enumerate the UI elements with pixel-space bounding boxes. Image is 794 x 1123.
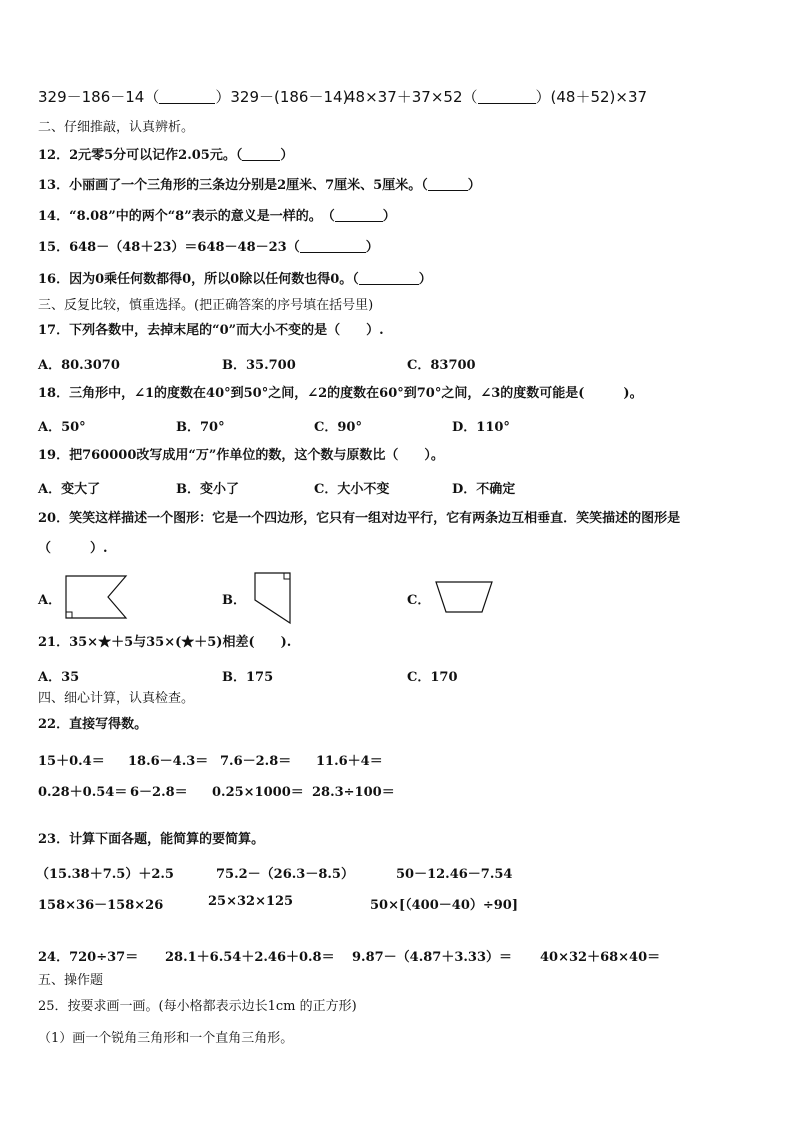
option-c[interactable]: C．83700 bbox=[407, 358, 476, 373]
option-b[interactable]: B．175 bbox=[222, 670, 274, 685]
option-c[interactable]: C．170 bbox=[407, 670, 458, 685]
right-trapezoid-figure bbox=[250, 570, 295, 626]
calc-item: 158×36－158×26 bbox=[38, 898, 164, 913]
question-12: 12．2元零5分可以记作2.05元。（ ） bbox=[38, 148, 294, 163]
question-22: 22．直接写得数。 bbox=[38, 717, 148, 732]
question-17: 17．下列各数中，去掉末尾的“0”而大小不变的是（ ）. bbox=[38, 323, 384, 338]
calc-item: 40×32＋68×40＝ bbox=[540, 950, 661, 965]
calc-item: 28.3÷100＝ bbox=[312, 785, 395, 800]
answer-blank[interactable] bbox=[478, 103, 536, 104]
calc-item: 6－2.8＝ bbox=[130, 785, 188, 800]
question-16: 16．因为0乘任何数都得0，所以0除以任何数也得0。（ ） bbox=[38, 272, 432, 287]
option-b[interactable]: B． bbox=[222, 593, 246, 608]
question-25-1: （1）画一个锐角三角形和一个直角三角形。 bbox=[38, 1031, 294, 1046]
section-title: 四、细心计算，认真检查。 bbox=[38, 691, 195, 706]
section-title: 五、操作题 bbox=[38, 973, 104, 988]
option-b[interactable]: B．35.700 bbox=[222, 358, 296, 373]
option-d[interactable]: D．不确定 bbox=[452, 482, 516, 497]
option-c[interactable]: C．90° bbox=[314, 420, 362, 435]
answer-blank[interactable] bbox=[335, 221, 383, 222]
calc-item: 11.6＋4＝ bbox=[316, 754, 383, 769]
option-d[interactable]: D．110° bbox=[452, 420, 510, 435]
option-a[interactable]: A． bbox=[38, 593, 62, 608]
calc-item: 18.6－4.3＝ bbox=[128, 754, 209, 769]
calc-item: 50×[（400－40）÷90] bbox=[370, 898, 518, 913]
calc-item: 50－12.46－7.54 bbox=[396, 867, 513, 882]
section-title: 三、反复比较，慎重选择。(把正确答案的序号填在括号里) bbox=[38, 298, 374, 313]
question-20-paren: （ ）. bbox=[38, 541, 108, 556]
question-14: 14．“8.08”中的两个“8”表示的意义是一样的。 （ ） bbox=[38, 209, 396, 224]
option-a[interactable]: A．50° bbox=[38, 420, 86, 435]
calc-item: 7.6－2.8＝ bbox=[220, 754, 292, 769]
question-23: 23．计算下面各题，能简算的要简算。 bbox=[38, 832, 265, 847]
question-13: 13．小丽画了一个三角形的三条边分别是2厘米、7厘米、5厘米。（ ） bbox=[38, 178, 481, 193]
question-19: 19．把760000改写成用“万”作单位的数，这个数与原数比（ ）。 bbox=[38, 448, 444, 463]
option-b[interactable]: B．变小了 bbox=[176, 482, 239, 497]
answer-blank[interactable] bbox=[300, 252, 366, 253]
calc-item: 28.1＋6.54＋2.46＋0.8＝ bbox=[165, 950, 335, 965]
calc-item: （15.38＋7.5）＋2.5 bbox=[36, 867, 174, 882]
option-a[interactable]: A．变大了 bbox=[38, 482, 101, 497]
option-a[interactable]: A．80.3070 bbox=[38, 358, 120, 373]
option-b[interactable]: B．70° bbox=[176, 420, 225, 435]
question-24: 24．720÷37＝ bbox=[38, 950, 139, 965]
question-20: 20．笑笑这样描述一个图形：它是一个四边形，它只有一组对边平行，它有两条边互相垂直．笑笑描述的图形是 bbox=[38, 511, 681, 526]
calc-item: 15＋0.4＝ bbox=[38, 754, 105, 769]
answer-blank[interactable] bbox=[242, 160, 280, 161]
isosceles-trapezoid-figure bbox=[432, 578, 496, 616]
option-c[interactable]: C． bbox=[407, 593, 431, 608]
question-15: 15．648－（48＋23）＝648－48－23（ ） bbox=[38, 240, 379, 255]
calc-item: 25×32×125 bbox=[208, 894, 294, 909]
question-25: 25．按要求画一画。(每小格都表示边长1cm 的正方形) bbox=[38, 999, 357, 1014]
option-c[interactable]: C．大小不变 bbox=[314, 482, 390, 497]
answer-blank[interactable] bbox=[359, 284, 419, 285]
section-title: 二、仔细推敲，认真辨析。 bbox=[38, 120, 195, 135]
answer-blank[interactable] bbox=[428, 190, 468, 191]
calc-item: 0.25×1000＝ bbox=[212, 785, 304, 800]
calc-item: 75.2－（26.3－8.5） bbox=[216, 867, 354, 882]
compare-expr-a: 329－186－14（ ）329－(186－14) bbox=[38, 88, 349, 106]
flag-shape-figure bbox=[60, 572, 130, 622]
answer-blank[interactable] bbox=[159, 103, 215, 104]
calc-item: 9.87－（4.87＋3.33）＝ bbox=[352, 950, 512, 965]
option-a[interactable]: A．35 bbox=[38, 670, 80, 685]
compare-expr-b: 48×37＋37×52（ ）(48＋52)×37 bbox=[346, 88, 648, 106]
question-18: 18．三角形中，∠1的度数在40°到50°之间，∠2的度数在60°到70°之间，∠3的度数可能是( )。 bbox=[38, 386, 643, 401]
calc-item: 0.28＋0.54＝ bbox=[38, 785, 128, 800]
question-21: 21．35×★＋5与35×(★＋5)相差( ). bbox=[38, 635, 292, 650]
